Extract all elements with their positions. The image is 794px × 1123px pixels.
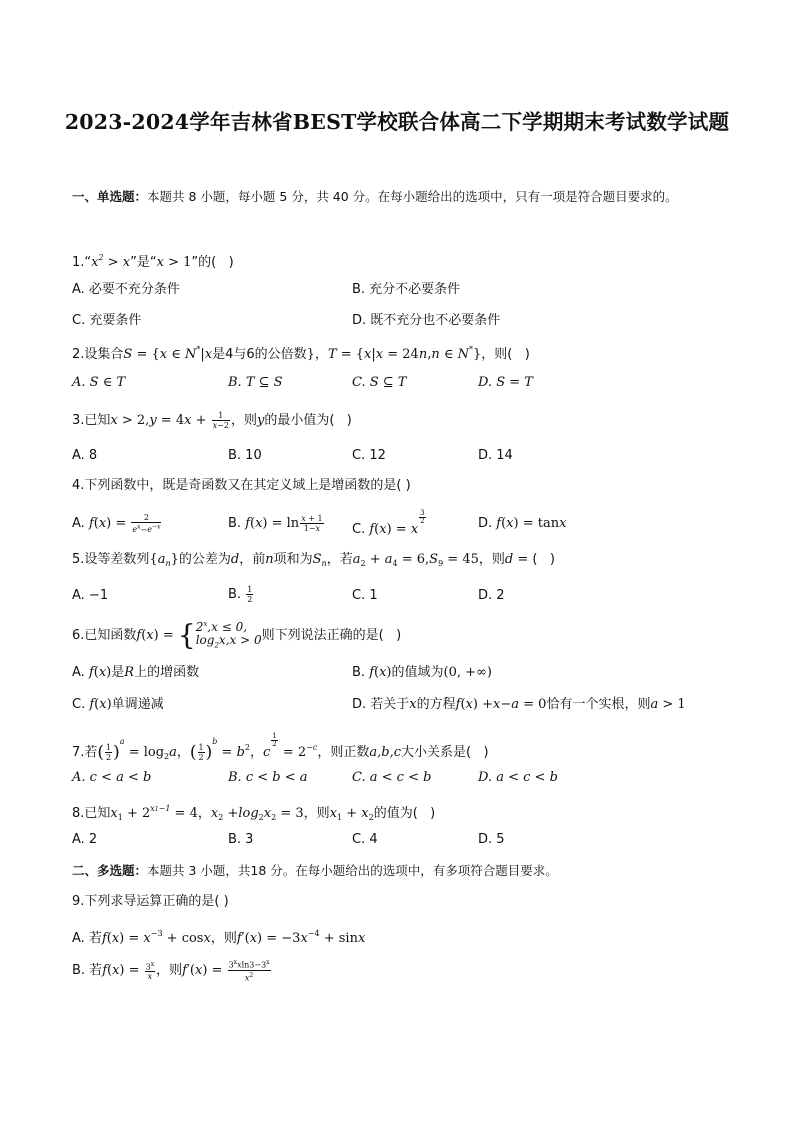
q8-option-a: A. 2	[72, 832, 98, 847]
question-4: 4.下列函数中，既是奇函数又在其定义域上是增函数的是( )	[72, 478, 411, 493]
q1-option-d: D. 既不充分也不必要条件	[352, 313, 501, 328]
q2-option-a: A. S ∈ T	[72, 375, 126, 390]
q3-option-a: A. 8	[72, 448, 98, 463]
q9-option-b: B. 若f(x) = $\frac{3^x}{x}$ ，则f′(x) = $\frac{3^xxln3-3^x}{x^2}$	[72, 959, 270, 983]
q3-option-b: B. 10	[228, 448, 262, 463]
q6-option-c: C. f(x)单调递减	[72, 697, 164, 712]
q3-option-c: C. 12	[352, 448, 386, 463]
q6-option-d: D. 若关于x的方程f(x) +x−a = 0恰有一个实根，则a > 1	[352, 697, 686, 712]
q8-option-c: C. 4	[352, 832, 378, 847]
q7-option-a: A. c < a < b	[72, 770, 152, 785]
question-6: 6.已知函数f(x) = { $2^x,x \le 0$, $\log_2x,x > 0$ 则下列说法正确的是( )	[72, 618, 402, 652]
q4-option-c: C. f(x) = x $\frac{3}{2}$	[352, 509, 425, 537]
q2-option-b: B. T ⊆ S	[228, 375, 283, 390]
q3-option-d: D. 14	[478, 448, 513, 463]
q1-option-c: C. 充要条件	[72, 313, 142, 328]
q1-option-b: B. 充分不必要条件	[352, 282, 461, 297]
page-title: 2023-2024学年吉林省BEST学校联合体高二下学期期末考试数学试题	[64, 110, 730, 134]
q5-option-b: B. $\frac{1}{2}$	[228, 585, 253, 604]
q6-option-a: A. f(x)是R上的增函数	[72, 665, 200, 680]
question-7: 7.若( $\frac{1}{2}$ )$^a = \log_2a$，( $\frac{1}{2}$ )$^b = b^2$，c $\frac{1}{2}$ = $2^{-c}$，则正数a,b,c大小关系是( )	[72, 732, 489, 763]
question-3: 3.已知x > 2,y = 4x + $\frac{1}{x-2}$ ，则y的最小值为( )	[72, 411, 352, 430]
question-9: 9.下列求导运算正确的是( )	[72, 894, 229, 909]
section-1-text: 本题共 8 小题，每小题 5 分，共 40 分。在每小题给出的选项中，只有一项是符合题目要求的。	[147, 189, 678, 204]
q5-option-c: C. 1	[352, 588, 378, 603]
q4-option-a: A. f(x) = $\frac{2}{e^x-e^{-x}}$	[72, 512, 161, 535]
q5-option-d: D. 2	[478, 588, 505, 603]
question-1-number: 1.	[72, 255, 85, 270]
question-1: $1.“x^2 > x$”是“x > 1”的( )	[72, 253, 234, 270]
section-1-instructions	[72, 182, 722, 211]
q4-option-b: B. f(x) = ln $\frac{x + 1}{1-x}$	[228, 514, 323, 533]
q7-option-d: D. a < c < b	[478, 770, 558, 785]
q6-option-b: B. f(x)的值域为(0, +∞)	[352, 665, 492, 680]
q5-option-a: A. −1	[72, 588, 109, 603]
question-2: 2.设集合S = {x ∈ N*|x是4与6的公倍数}，T = {x|x = 24n,n ∈ N*}，则( )	[72, 345, 530, 362]
q7-option-c: C. a < c < b	[352, 770, 432, 785]
section-2-text: 本题共 3 小题，共18 分。在每小题给出的选项中，有多项符合题目要求。	[147, 863, 558, 878]
q1-option-a: A. 必要不充分条件	[72, 282, 180, 297]
section-2-heading: 二、多选题：	[72, 863, 148, 878]
question-8: 8.已知$x_1 + 2^{x1-1} = 4$，$x_2 +\log_2x_2 = 3$，则$x_1 + x_2$的值为( )	[72, 804, 436, 822]
q2-option-d: D. S = T	[478, 375, 533, 390]
question-5: 5.设等差数列$\{a_n\}$的公差为d，前n项和为$S_n$，若$a_2 + a_4 = 6,S_9 = 45$，则d = ( )	[72, 552, 555, 568]
q7-option-b: B. c < b < a	[228, 770, 308, 785]
q8-option-b: B. 3	[228, 832, 254, 847]
q8-option-d: D. 5	[478, 832, 505, 847]
section-2-instructions	[72, 856, 722, 885]
q9-option-a: A. 若$f(x) = x^{-3} + \cos x$，则$f'(x) = -3x^{-4} + \sin x$	[72, 929, 366, 946]
q2-option-c: C. S ⊆ T	[352, 375, 407, 390]
q4-option-d: D. f(x) = tanx	[478, 516, 567, 531]
section-1-heading: 一、单选题：	[72, 189, 148, 204]
